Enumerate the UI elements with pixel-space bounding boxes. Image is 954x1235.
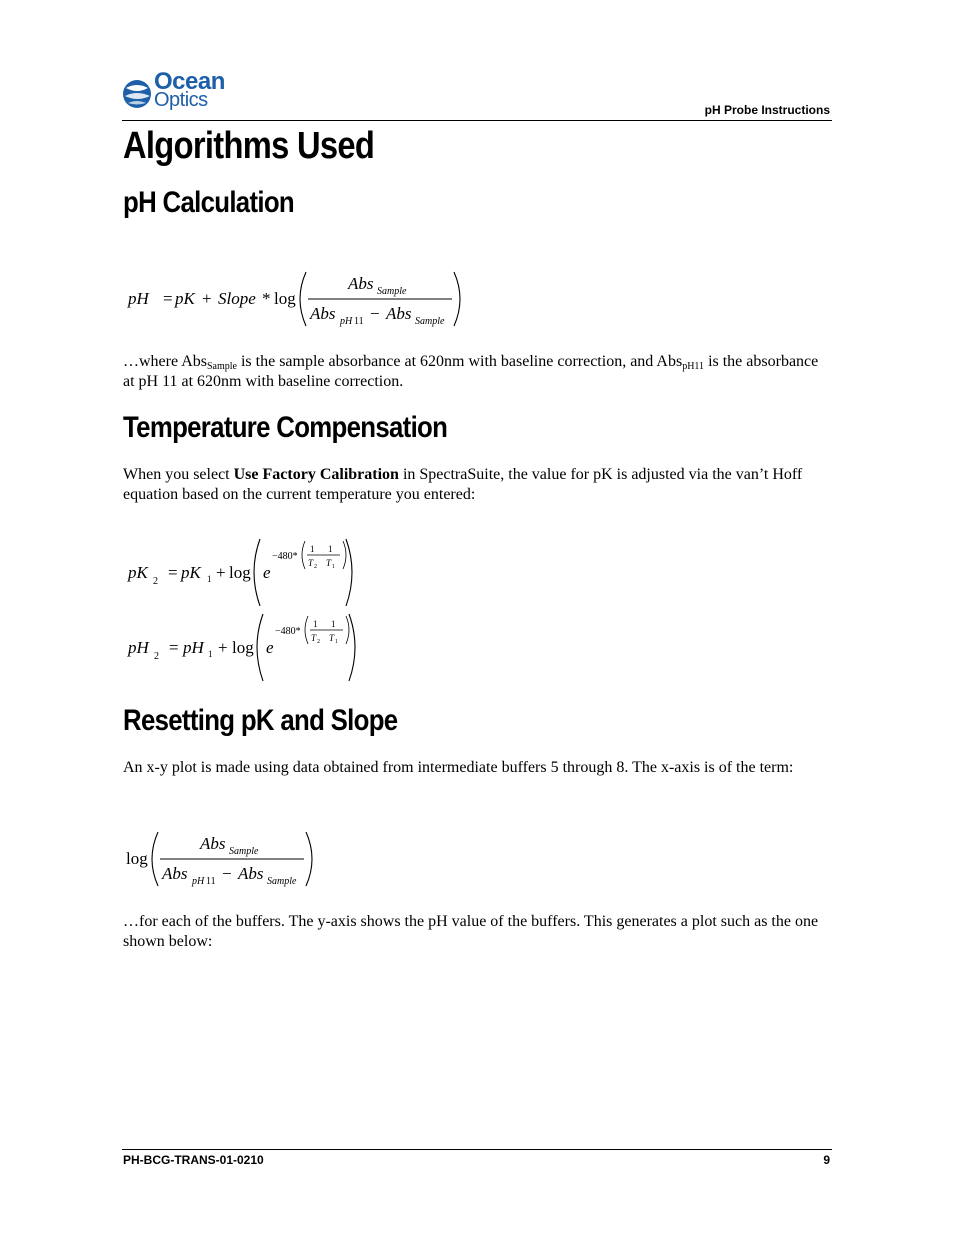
eq-ph2-t2-sub: 2 xyxy=(317,639,320,645)
eq-ph-den-ph: pH xyxy=(340,316,353,327)
eq-ph-den-11: 11 xyxy=(354,316,364,327)
p1-text-b: is the sample absorbance at 620nm with baseline correction, and Abs xyxy=(236,353,683,370)
header-rule xyxy=(122,120,832,121)
eq-ph2-rhs: pH xyxy=(183,638,204,657)
eq-ph2-num2: 1 xyxy=(331,619,336,629)
p1-subscript-sample: Sample xyxy=(206,361,237,372)
eq-ph-num-abs: Abs xyxy=(348,274,374,293)
eq-ph-den-minus: − xyxy=(370,304,380,323)
eq-ph2-t1: T xyxy=(329,633,335,643)
ph2-equation xyxy=(122,610,362,690)
p2-bold-use-factory-calibration: Use Factory Calibration xyxy=(233,466,399,483)
eq-ph2-sub2: 2 xyxy=(154,651,159,662)
footer-doc-code: PH-BCG-TRANS-01-0210 xyxy=(123,1153,264,1167)
eq-pk2-right-paren xyxy=(346,539,352,606)
eq-x-log: log xyxy=(126,849,148,868)
eq-ph-log: log xyxy=(274,289,296,308)
eq-ph-equals: = xyxy=(163,289,173,308)
eq-pk2-t2-sub: 2 xyxy=(314,564,317,570)
eq-ph-num-sample: Sample xyxy=(377,286,407,297)
eq-x-den-11: 11 xyxy=(206,876,216,887)
eq-ph-den-abs1: Abs xyxy=(310,304,336,323)
eq-x-den-minus: − xyxy=(222,864,232,883)
eq-ph-slope: Slope xyxy=(218,289,256,308)
eq-ph2-inner-left-paren xyxy=(305,616,308,644)
paragraph-where-abs xyxy=(123,352,828,392)
p1-text-c: is the absorbance at pH 11 at 620nm with baseline correction. xyxy=(123,353,819,390)
section-heading-ph-calculation: pH Calculation xyxy=(123,186,294,219)
eq-pk2-sub1: 1 xyxy=(207,574,212,584)
eq-ph2-t2: T xyxy=(311,633,317,643)
eq-ph2-plus: + xyxy=(218,638,228,657)
footer-rule xyxy=(122,1149,832,1150)
ocean-optics-logo xyxy=(122,70,242,118)
eq-ph2-right-paren xyxy=(349,614,355,681)
eq-pk2-left-paren xyxy=(254,539,260,606)
eq-ph-den-abs2: Abs xyxy=(386,304,412,323)
eq-pk2-coef: −480* xyxy=(272,551,298,562)
eq-pk2-t2: T xyxy=(308,558,314,568)
eq-pk2-e: e xyxy=(263,563,271,582)
eq-pk2-log: log xyxy=(229,563,251,582)
eq-ph2-left-paren xyxy=(257,614,263,681)
eq-pk2-lhs: pK xyxy=(128,563,148,582)
pk2-equation xyxy=(122,535,362,615)
page-heading: Algorithms Used xyxy=(123,125,375,167)
ph-equation xyxy=(122,265,467,336)
eq-pk2-t1: T xyxy=(326,558,332,568)
eq-pk2-rhs: pK xyxy=(181,563,201,582)
eq-pk2-inner-right-paren xyxy=(343,541,346,569)
p2-text-b: in SpectraSuite, the value for pK is adjusted via the van’t Hoff equation based on the current temperature you entered: xyxy=(123,466,803,503)
eq-ph2-e: e xyxy=(266,638,274,657)
eq-ph-left-paren xyxy=(300,272,306,326)
footer-page-number: 9 xyxy=(823,1153,830,1167)
eq-pk2-plus: + xyxy=(216,563,226,582)
eq-ph2-equals: = xyxy=(169,638,179,657)
eq-x-left-paren xyxy=(152,832,158,886)
document-title: pH Probe Instructions xyxy=(704,103,830,117)
eq-ph-plus: + xyxy=(202,289,212,308)
eq-pk2-inner-left-paren xyxy=(302,541,305,569)
p1-text-a: …where Abs xyxy=(123,353,207,370)
eq-ph2-t1-sub: 1 xyxy=(335,639,338,645)
x-axis-term-equation xyxy=(122,826,322,897)
eq-ph2-coef: −480* xyxy=(275,626,301,637)
globe-icon xyxy=(122,72,156,118)
paragraph-factory-calibration xyxy=(123,465,828,505)
eq-ph-right-paren xyxy=(454,272,460,326)
section-heading-temperature-compensation: Temperature Compensation xyxy=(123,411,448,444)
eq-ph-pk: pK xyxy=(175,289,195,308)
eq-ph2-sub1: 1 xyxy=(208,649,213,659)
eq-x-num-abs: Abs xyxy=(200,834,226,853)
eq-ph2-log: log xyxy=(232,638,254,657)
eq-ph2-inner-right-paren xyxy=(346,616,349,644)
eq-pk2-t1-sub: 1 xyxy=(332,564,335,570)
eq-pk2-num2: 1 xyxy=(328,544,333,554)
eq-ph-lhs: pH xyxy=(128,289,149,308)
eq-x-den-ph: pH xyxy=(192,876,205,887)
logo-word-optics: Optics xyxy=(154,89,208,111)
p2-text-a: When you select xyxy=(123,466,234,483)
eq-pk2-sub2: 2 xyxy=(153,576,158,587)
eq-ph2-num1: 1 xyxy=(313,619,318,629)
eq-x-right-paren xyxy=(306,832,312,886)
eq-ph-den-sample: Sample xyxy=(415,316,445,327)
eq-x-num-sample: Sample xyxy=(229,846,259,857)
section-heading-resetting-pk-and-slope: Resetting pK and Slope xyxy=(123,704,398,737)
eq-x-den-abs2: Abs xyxy=(238,864,264,883)
logo-word-ocean: Ocean xyxy=(154,68,225,95)
eq-x-den-abs1: Abs xyxy=(162,864,188,883)
p1-subscript-ph11: pH11 xyxy=(682,361,705,372)
eq-pk2-equals: = xyxy=(168,563,178,582)
eq-ph2-lhs: pH xyxy=(128,638,149,657)
eq-x-den-sample: Sample xyxy=(267,876,297,887)
eq-ph-star: * xyxy=(262,289,271,308)
paragraph-for-each-buffer: …for each of the buffers. The y-axis shows the pH value of the buffers. This generates a plot such as the one shown below: xyxy=(123,913,819,950)
eq-pk2-num1: 1 xyxy=(310,544,315,554)
paragraph-xy-plot: An x-y plot is made using data obtained from intermediate buffers 5 through 8. The x-axis is of the term: xyxy=(123,759,794,776)
